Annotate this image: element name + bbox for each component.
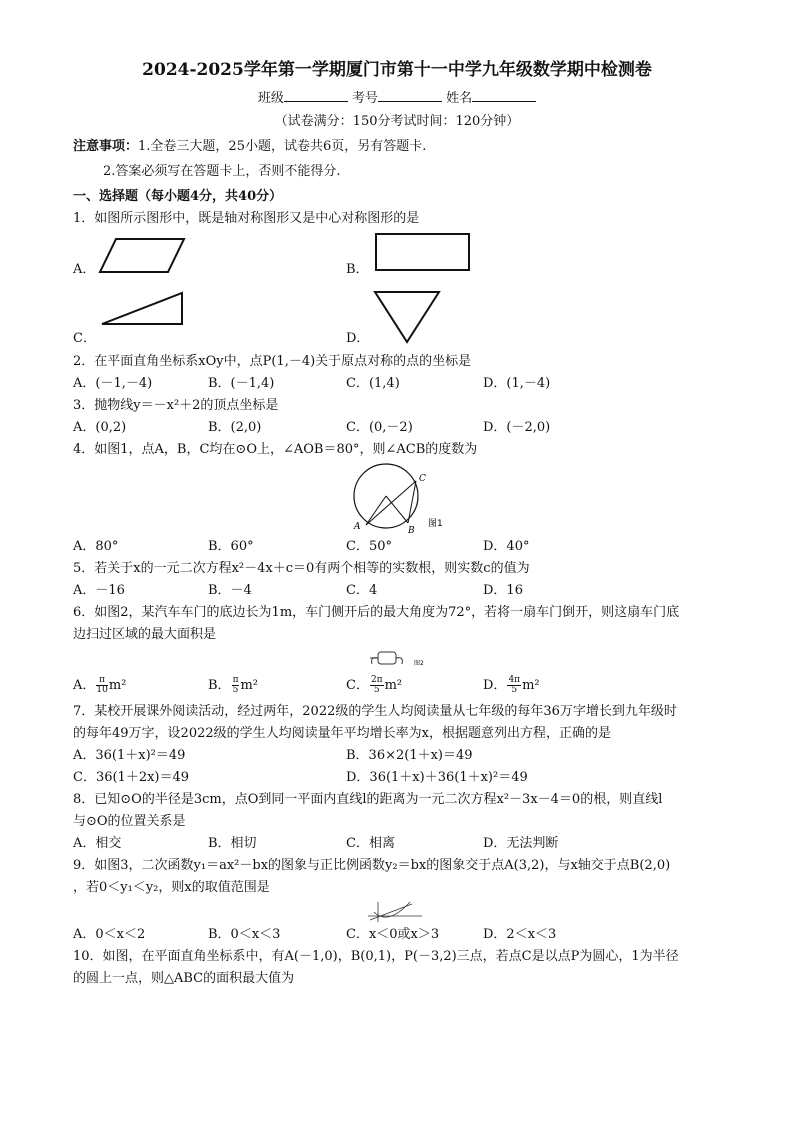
q5-option-c[interactable]: C．4	[346, 583, 378, 598]
label-point-b: B	[408, 526, 415, 536]
class-blank[interactable]	[284, 89, 348, 102]
q6-option-c[interactable]	[346, 676, 402, 695]
q7-option-b[interactable]: B．36×2(1＋x)＝49	[346, 748, 473, 763]
q2-option-d[interactable]: D．(1,－4)	[483, 376, 551, 391]
q6-d-unit: m²	[522, 678, 540, 693]
q6-c-unit: m²	[384, 678, 403, 693]
exam-no-label: 考号	[351, 91, 378, 106]
q7-stem-2: 的每年49万字，设2022级的学生人均阅读量年平均增长率为x，根据题意列出方程，正确的是	[73, 726, 611, 741]
page-title: 2024-2025学年第一学期厦门市第十一中学九年级数学期中检测卷	[142, 60, 652, 80]
section1-heading: 一、选择题（每小题4分，共40分）	[73, 189, 283, 204]
q1-stem: 1．如图所示图形中，既是轴对称图形又是中心对称图形的是	[73, 211, 420, 226]
q4-option-a[interactable]: A．80°	[73, 539, 119, 554]
q6-d-fraction: $\frac{4\pi}{5}$	[508, 675, 521, 695]
q2-stem: 2．在平面直角坐标系xOy中，点P(1,－4)关于原点对称的点的坐标是	[73, 354, 472, 369]
q6-option-a[interactable]	[73, 676, 126, 695]
q1-option-c[interactable]: C．	[73, 331, 96, 346]
name-label: 姓名	[446, 91, 473, 106]
q9-option-d[interactable]: D．2＜x＜3	[483, 927, 557, 942]
q8-option-b[interactable]: B．相切	[208, 836, 257, 851]
notes-line-1	[73, 138, 426, 156]
q7-option-c[interactable]: C．36(1＋2x)＝49	[73, 770, 190, 785]
rectangle-figure	[373, 232, 473, 274]
name-blank[interactable]	[472, 89, 536, 102]
q6-a-unit: m²	[108, 678, 127, 693]
q9-stem-1: 9．如图3，二次函数y₁＝ax²－bx的图象与正比例函数y₂＝bx的图象交于点A(3,2)，与x轴交于点B(2,0)	[73, 858, 671, 873]
q5-option-b[interactable]: B．－4	[208, 583, 252, 598]
q9-option-a[interactable]: A．0＜x＜2	[73, 927, 146, 942]
q8-stem-1: 8．已知⊙O的半径是3cm，点O到同一平面内直线l的距离为一元二次方程x²－3x－4＝0的根，则直线l	[73, 792, 663, 807]
q7-option-a[interactable]: A．36(1＋x)²＝49	[73, 748, 186, 763]
figure-1-label: 图1	[428, 519, 443, 529]
inverted-triangle-figure	[373, 290, 443, 346]
q5-option-a[interactable]: A．－16	[73, 583, 125, 598]
q6-stem-1: 6．如图2，某汽车车门的底边长为1m，车门侧开后的最大角度为72°，若将一扇车门倒开，则这扇车门底	[73, 605, 680, 620]
q6-option-d[interactable]	[483, 676, 540, 695]
q1-option-b[interactable]: B．	[346, 262, 369, 277]
q3-option-d[interactable]: D．(－2,0)	[483, 420, 551, 435]
q1-option-a[interactable]: A．	[73, 262, 96, 277]
q4-stem: 4．如图1，点A，B，C均在⊙O上，∠AOB＝80°，则∠ACB的度数为	[73, 442, 478, 457]
q6-c-prefix: C．	[346, 678, 369, 693]
q3-stem: 3．抛物线y＝－x²＋2的顶点坐标是	[73, 398, 279, 413]
score-time: （试卷满分：150分考试时间：120分钟）	[274, 114, 520, 129]
q8-option-a[interactable]: A．相交	[73, 836, 122, 851]
q2-option-a[interactable]: A．(－1,－4)	[73, 376, 153, 391]
q3-option-a[interactable]: A．(0,2)	[73, 420, 127, 435]
q10-stem-1: 10．如图，在平面直角坐标系中，有A(－1,0)，B(0,1)，P(－3,2)三点，若点C是以点P为圆心，1为半径	[73, 949, 679, 964]
q9-option-c[interactable]: C．x＜0或x＞3	[346, 927, 440, 942]
q8-option-c[interactable]: C．相离	[346, 836, 395, 851]
q4-option-b[interactable]: B．60°	[208, 539, 254, 554]
q4-option-c[interactable]: C．50°	[346, 539, 392, 554]
q6-b-fraction: $\frac{\pi}{5}$	[232, 675, 239, 695]
q8-stem-2: 与⊙O的位置关系是	[73, 814, 186, 829]
q6-a-prefix: A．	[73, 678, 96, 693]
figure-2-label: 图2	[414, 660, 424, 667]
student-info-line	[0, 89, 794, 108]
parallelogram-figure	[98, 236, 188, 276]
parabola-line-figure-3	[366, 900, 428, 924]
q7-option-d[interactable]: D．36(1＋x)＋36(1＋x)²＝49	[346, 770, 528, 785]
q6-a-fraction: $\frac{\pi}{10}$	[96, 675, 108, 695]
label-point-c: C	[419, 474, 426, 484]
exam-no-blank[interactable]	[378, 89, 442, 102]
q6-c-fraction: $\frac{2\pi}{5}$	[370, 675, 383, 695]
q1-option-d[interactable]: D．	[346, 331, 370, 346]
q3-option-b[interactable]: B．(2,0)	[208, 420, 262, 435]
right-triangle-figure	[98, 290, 188, 330]
q8-option-d[interactable]: D．无法判断	[483, 836, 559, 851]
q6-stem-2: 边扫过区域的最大面积是	[73, 627, 217, 642]
circle-figure-1	[348, 463, 458, 535]
q6-d-prefix: D．	[483, 678, 507, 693]
car-door-figure-2	[368, 648, 438, 670]
q4-option-d[interactable]: D．40°	[483, 539, 530, 554]
notes-text-1: 1.全卷三大题，25小题，试卷共6页，另有答题卡.	[138, 139, 427, 154]
q7-stem-1: 7．某校开展课外阅读活动，经过两年，2022级的学生人均阅读量从七年级的每年36万字增长到九年级时	[73, 704, 677, 719]
q2-option-b[interactable]: B．(－1,4)	[208, 376, 275, 391]
q5-option-d[interactable]: D．16	[483, 583, 523, 598]
label-point-a: A	[354, 522, 361, 532]
q10-stem-2: 的圆上一点，则△ABC的面积最大值为	[73, 971, 295, 986]
q6-b-unit: m²	[240, 678, 259, 693]
q6-option-b[interactable]	[208, 676, 258, 695]
class-label: 班级	[257, 91, 284, 106]
q2-option-c[interactable]: C．(1,4)	[346, 376, 400, 391]
q6-b-prefix: B．	[208, 678, 231, 693]
q9-option-b[interactable]: B．0＜x＜3	[208, 927, 281, 942]
q5-stem: 5．若关于x的一元二次方程x²－4x＋c＝0有两个相等的实数根，则实数c的值为	[73, 561, 530, 576]
q9-stem-2: ，若0＜y₁＜y₂，则x的取值范围是	[73, 880, 270, 895]
notes-text-2: 2.答案必须写在答题卡上，否则不能得分.	[103, 164, 341, 179]
q3-option-c[interactable]: C．(0,－2)	[346, 420, 413, 435]
notes-label: 注意事项：	[73, 139, 139, 154]
